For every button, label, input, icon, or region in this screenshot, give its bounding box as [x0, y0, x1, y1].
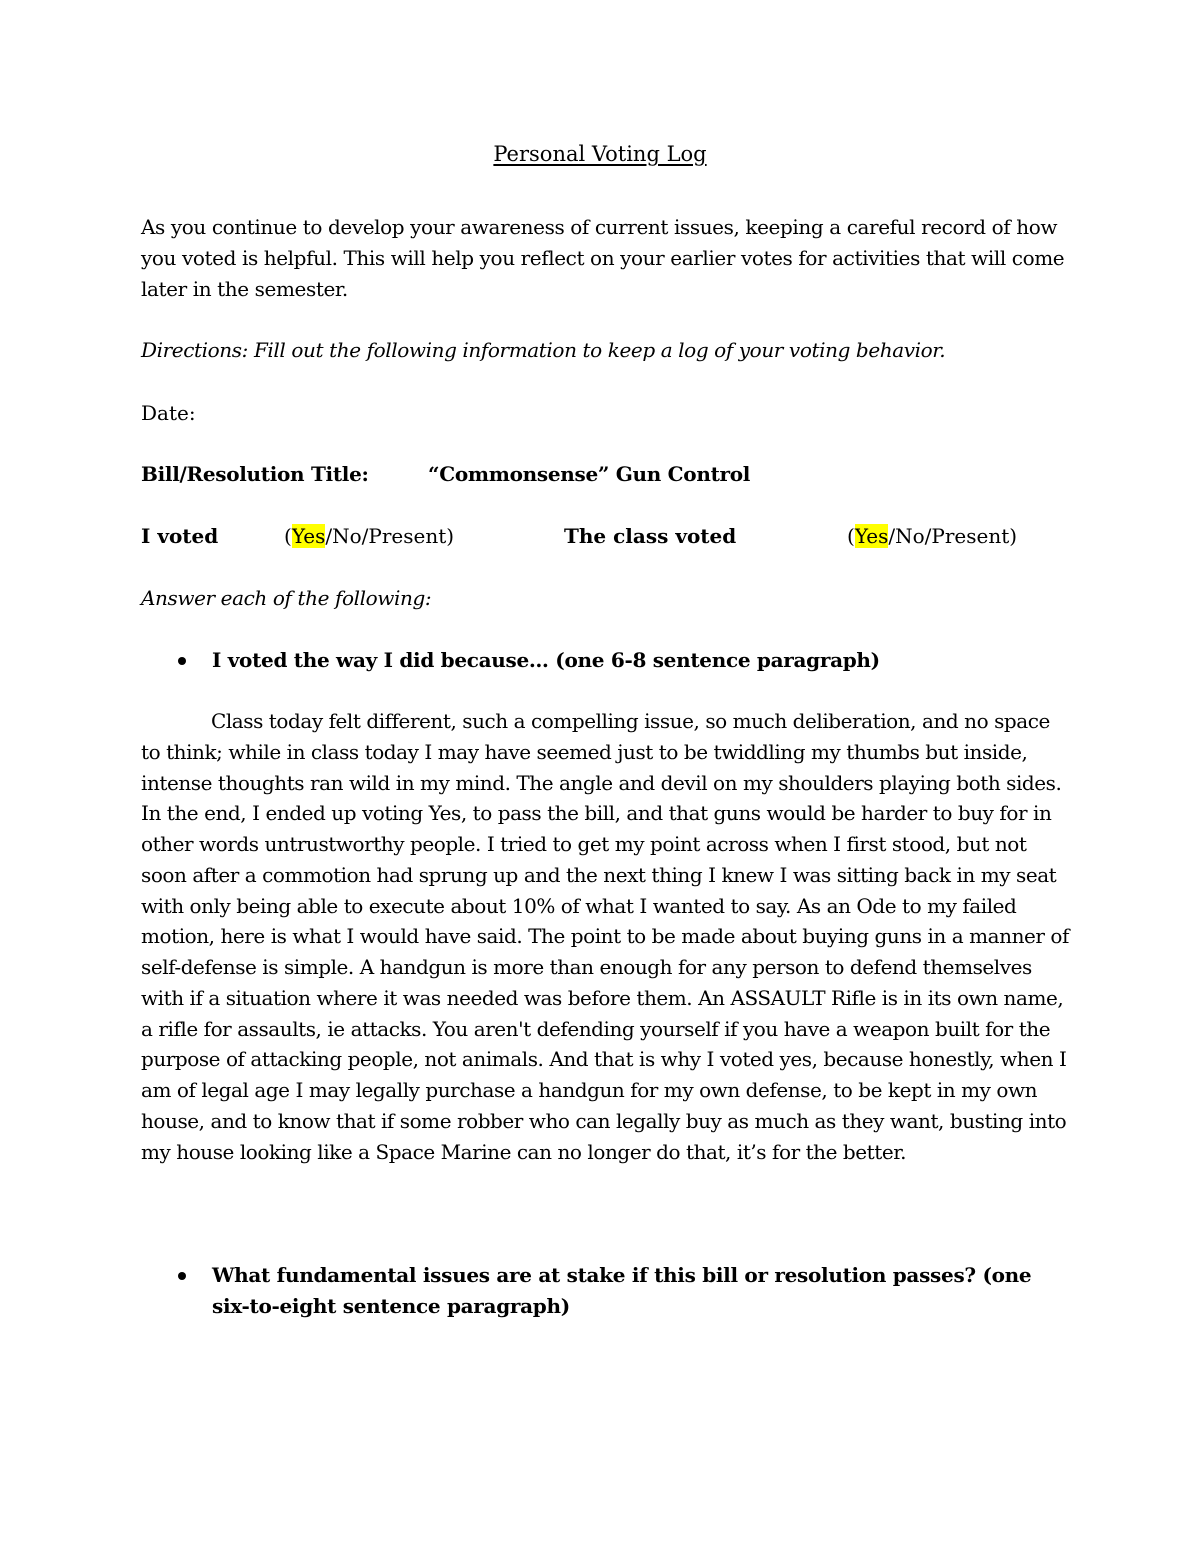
response-1-paragraph: Class today felt different, such a compelling issue, so much deliberation, and no space to think; while in class today I may have seemed just to be twiddling my thumbs but inside, intense thoughts ran wild in my mind. The angle and devil on my shoulders playing both sides. In the end, I ended up voting Yes, to pass the bill, and that guns would be harder to buy for in other words untrustworthy people. I tried to get my point across when I first stood, but not soon after a commotion had sprung up and the next thing I knew I was sitting back in my seat with only being able to execute about 10% of what I wanted to say. As an Ode to my failed motion, here is what I would have said. The point to be made about buying guns in a manner of self-defense is simple. A handgun is more than enough for any person to defend themselves with if a situation where it was needed was before them. An ASSAULT Rifle is in its own name, a rifle for assaults, ie attacks. You aren't defending yourself if you have a weapon built for the purpose of attacking people, not animals. And that is why I voted yes, because honestly, when I am of legal age I may legally purchase a handgun for my own defense, to be kept in my own house, and to know that if some robber who can legally buy as much as they want, busting into my house looking like a Space Marine can no longer do that, it’s for the better.	[141, 709, 1069, 1164]
i-voted-rest: /No/Present)	[325, 524, 455, 548]
class-voted-label: The class voted	[564, 524, 737, 548]
class-voted-options	[847, 521, 1017, 552]
i-voted-options	[284, 521, 454, 552]
answer-prompt: Answer each of the following:	[141, 586, 432, 610]
directions-text: Directions: Fill out the following information to keep a log of your voting behavior.	[141, 338, 946, 362]
bullet-dot-icon	[178, 657, 186, 665]
page-title: Personal Voting Log	[493, 142, 707, 166]
bullet-dot-icon	[178, 1272, 186, 1280]
question-2-text: What fundamental issues are at stake if this bill or resolution passes? (one six-to-eight sentence paragraph)	[212, 1263, 1032, 1318]
i-voted-yes-highlight: Yes	[291, 524, 326, 548]
bill-label: Bill/Resolution Title:	[141, 462, 369, 486]
date-label: Date:	[141, 401, 196, 425]
class-voted-open: (	[847, 524, 855, 548]
i-voted-open: (	[284, 524, 292, 548]
bill-title: “Commonsense” Gun Control	[428, 462, 751, 486]
vote-row	[141, 521, 1071, 552]
class-voted-yes-highlight: Yes	[854, 524, 889, 548]
i-voted-label: I voted	[141, 524, 219, 548]
intro-paragraph: As you continue to develop your awareness of current issues, keeping a careful record of how you voted is helpful. This will help you reflect on your earlier votes for activities that will come later in the semester.	[141, 215, 1065, 301]
question-1-text: I voted the way I did because… (one 6-8 sentence paragraph)	[212, 648, 880, 672]
class-voted-rest: /No/Present)	[888, 524, 1018, 548]
